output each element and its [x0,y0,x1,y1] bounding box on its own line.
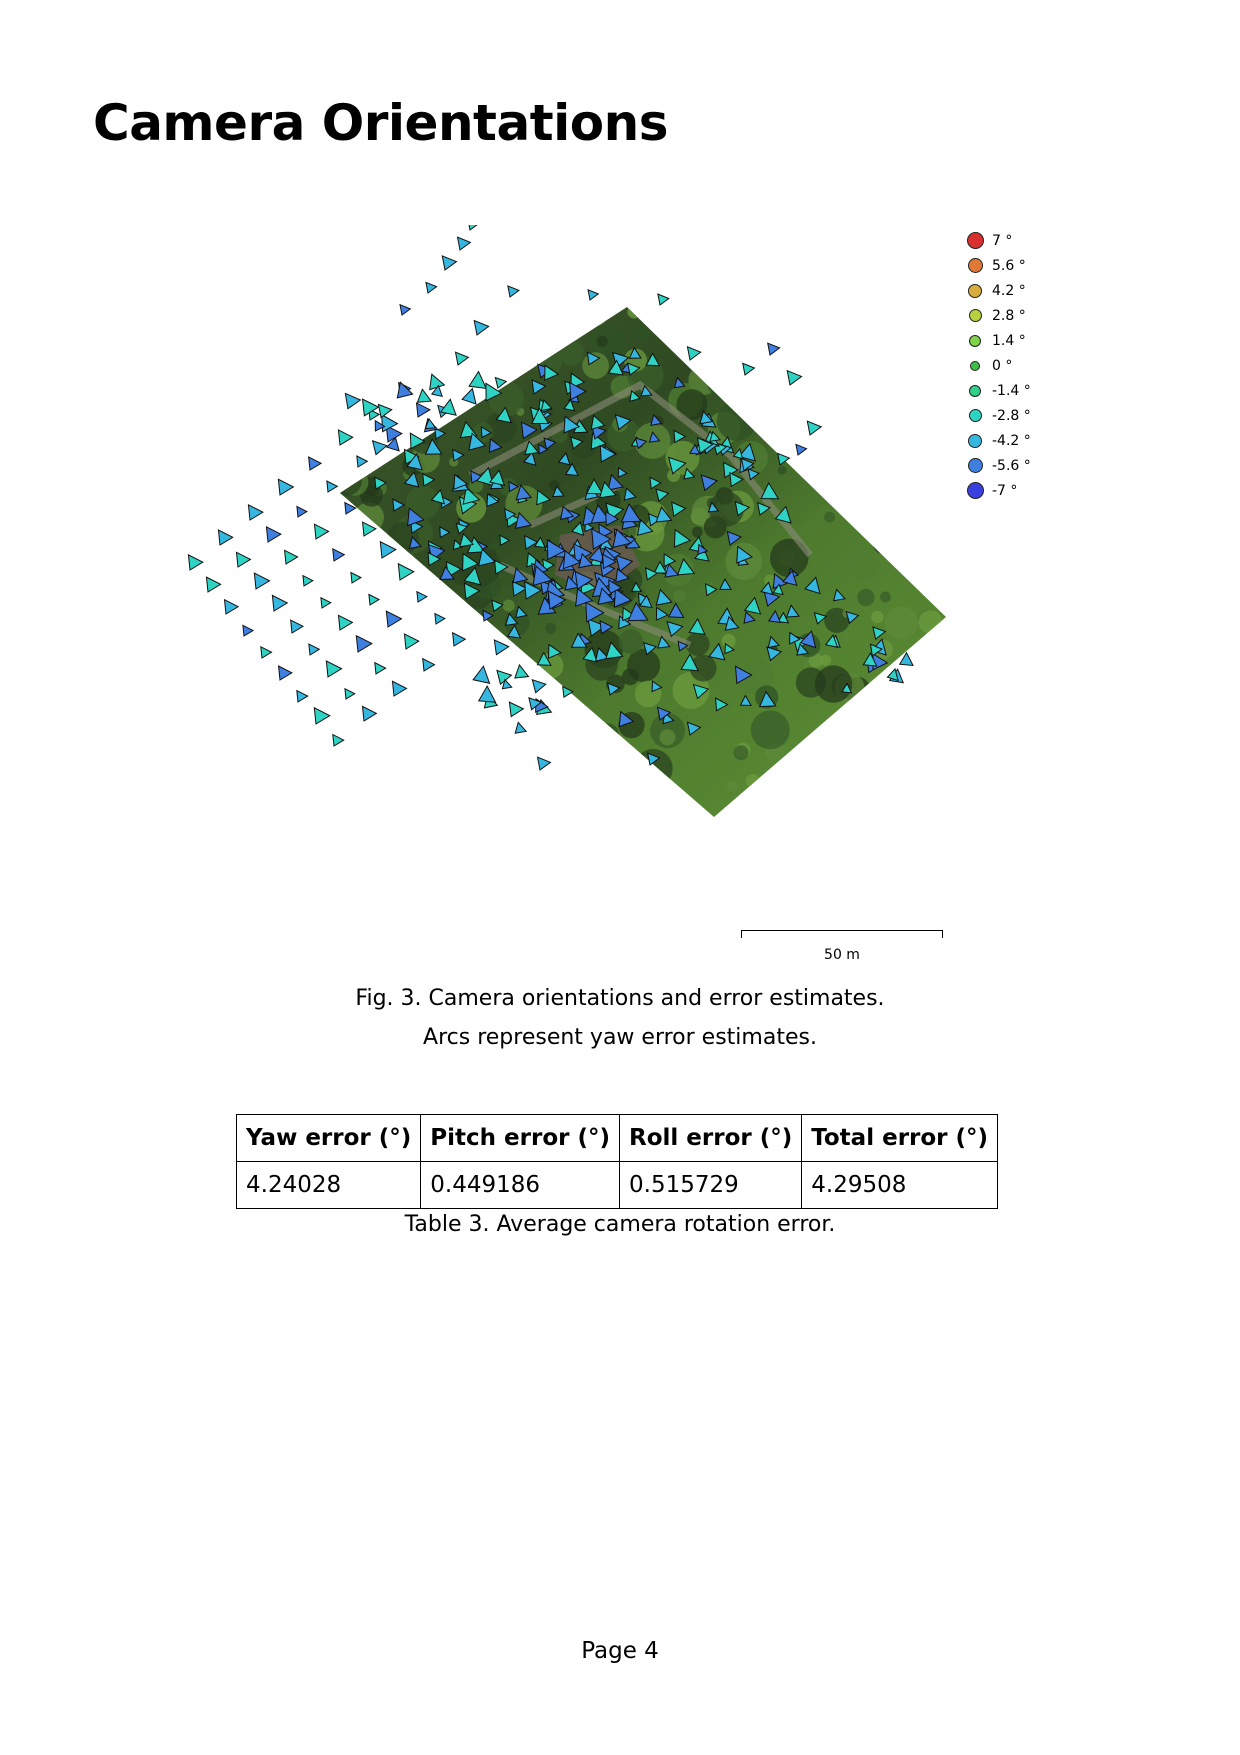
figure-caption-line2: Arcs represent yaw error estimates. [423,1025,817,1050]
camera-marker [450,629,467,646]
legend-swatch [969,335,981,347]
legend-label: 0 ° [992,357,1013,374]
legend-item [966,278,1076,303]
camera-marker [398,301,412,315]
camera-marker [535,753,552,770]
legend-item [966,378,1076,403]
legend-swatch [968,458,983,473]
camera-marker [301,573,314,586]
camera-marker [784,366,803,385]
camera-marker [275,663,292,680]
camera-marker [685,343,702,360]
camera-marker [306,454,322,470]
camera-marker [529,675,547,693]
camera-marker [383,607,403,627]
camera-marker [473,665,495,687]
camera-marker [433,611,446,624]
camera-marker [428,373,445,390]
camera-marker [203,573,222,592]
camera-marker [349,570,362,583]
camera-marker [471,316,490,335]
camera-marker [586,287,599,300]
legend-item [966,403,1076,428]
camera-marker [311,704,331,724]
camera-marker [515,722,526,733]
legend-swatch [967,232,984,249]
camera-marker [465,225,482,230]
camera-marker [359,703,377,721]
legend-item [966,428,1076,453]
legend-item [966,328,1076,353]
camera-marker [330,732,344,746]
legend-label: -5.6 ° [992,457,1031,474]
table-header-total: Total error (°) [802,1115,998,1162]
camera-marker [424,279,438,293]
camera-marker [401,630,420,649]
camera-marker [263,523,282,542]
camera-marker [395,560,415,580]
camera-marker [342,389,362,409]
camera-marker [515,665,530,680]
error-legend [966,228,1076,503]
camera-marker [245,501,264,520]
camera-marker [306,641,320,655]
legend-swatch [969,385,981,397]
legend-label: 1.4 ° [992,332,1026,349]
camera-marker [288,617,304,633]
camera-marker [240,623,253,636]
camera-marker [453,348,470,365]
camera-marker [251,569,271,589]
camera-marker [804,417,822,435]
camera-marker [354,453,368,467]
camera-marker [439,251,458,270]
rotation-error-table [236,1114,998,1209]
camera-marker [389,678,407,696]
table-header-pitch: Pitch error (°) [421,1115,620,1162]
camera-marker [418,389,433,404]
legend-swatch [968,284,982,298]
camera-marker [335,426,354,445]
camera-marker [258,644,272,658]
legend-label: 2.8 ° [992,307,1026,324]
legend-swatch [969,409,982,422]
legend-item [966,253,1076,278]
camera-marker [295,504,308,517]
legend-swatch [970,361,980,371]
page-title: Camera Orientations [93,94,668,152]
camera-marker [765,339,781,355]
camera-marker [506,698,524,716]
legend-item [966,353,1076,378]
table-cell-total: 4.29508 [802,1162,998,1209]
legend-swatch [967,482,984,499]
legend-label: 7 ° [992,232,1013,249]
camera-marker [493,374,507,388]
camera-marker [215,526,234,545]
camera-marker [330,546,345,561]
table-cell-roll: 0.515729 [620,1162,802,1209]
legend-label: -2.8 ° [992,407,1031,424]
table-caption: Table 3. Average camera rotation error. [404,1212,836,1237]
scale-bar-label: 50 m [824,947,860,963]
camera-marker [491,636,510,655]
scale-bar [741,930,943,963]
legend-label: -4.2 ° [992,432,1031,449]
camera-marker [311,521,329,539]
orthophoto [327,291,964,826]
table-header-roll: Roll error (°) [620,1115,802,1162]
legend-item [966,453,1076,478]
camera-marker [420,656,435,671]
table-header-row [237,1115,998,1162]
camera-marker [185,551,204,570]
camera-marker [281,547,298,564]
legend-item [966,303,1076,328]
camera-marker [372,660,386,674]
map-canvas [170,225,1070,985]
camera-marker [343,686,356,699]
camera-marker [275,475,295,495]
camera-marker [221,596,239,614]
camera-orientation-map [170,225,1070,985]
camera-marker [655,291,669,305]
camera-marker [494,665,513,684]
camera-marker [794,441,808,455]
camera-marker [366,592,379,605]
legend-label: -1.4 ° [992,382,1031,399]
camera-marker [269,591,289,611]
camera-marker [505,282,520,297]
camera-marker [319,595,332,608]
legend-label: -7 ° [992,482,1018,499]
camera-marker [324,478,338,492]
table-header-yaw: Yaw error (°) [237,1115,421,1162]
legend-swatch [968,434,982,448]
legend-label: 5.6 ° [992,257,1026,274]
camera-marker [353,632,373,652]
figure-caption-line1: Fig. 3. Camera orientations and error estimates. [355,986,885,1011]
page-number: Page 4 [581,1638,659,1664]
camera-marker [415,589,428,602]
legend-swatch [968,258,983,273]
table-cell-pitch: 0.449186 [421,1162,620,1209]
camera-marker [335,612,353,630]
camera-marker [455,233,472,250]
camera-marker [323,657,343,677]
legend-item [966,478,1076,503]
camera-marker [233,549,251,567]
legend-swatch [969,309,982,322]
legend-label: 4.2 ° [992,282,1026,299]
camera-marker [377,538,397,558]
camera-marker [370,436,389,455]
camera-marker [294,688,308,702]
table-row [237,1162,998,1209]
table-cell-yaw: 4.24028 [237,1162,421,1209]
camera-marker [740,360,755,375]
scale-bar-line [741,930,943,938]
legend-item [966,228,1076,253]
